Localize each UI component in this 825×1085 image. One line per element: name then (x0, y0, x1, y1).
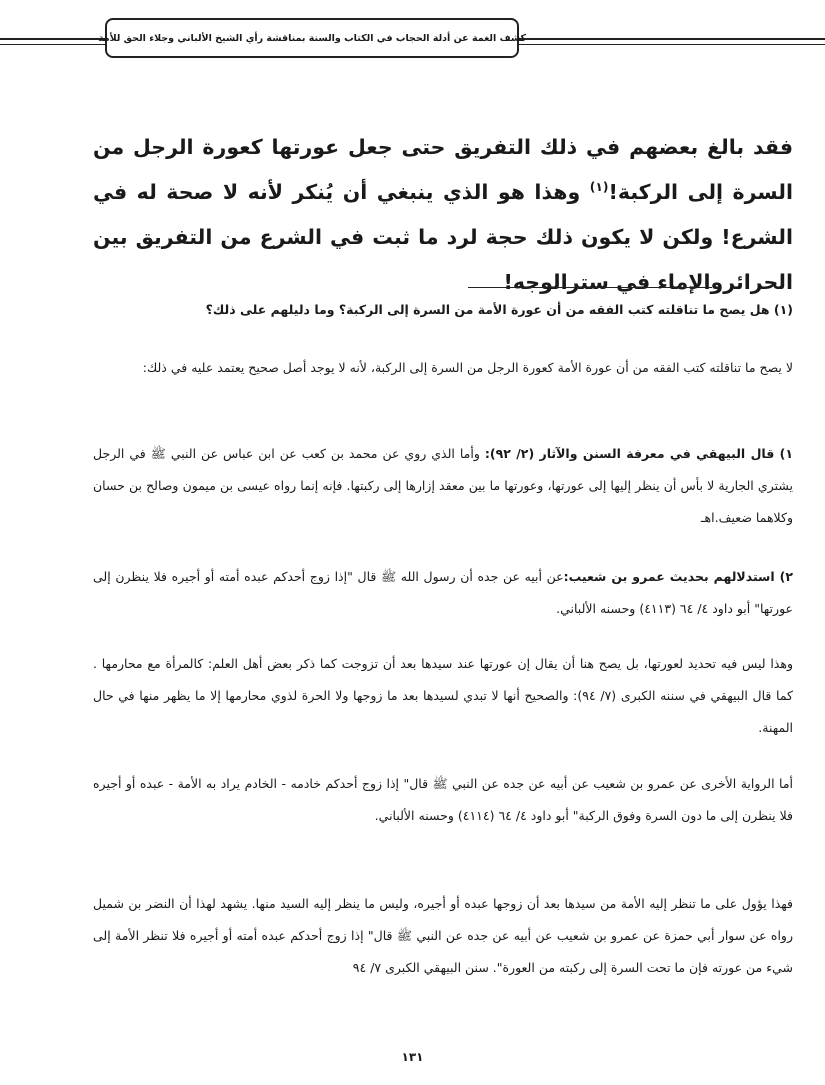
footnote-point-2 (93, 561, 793, 625)
main-text-part-b: وهذا هو الذي ينبغي أن يُنكر لأنه لا صحة له في الشرع! ولكن لا يكون ذلك حجة لرد ما ثبت في الشرع من التفريق بين الحرائروالإماء في سترالوجه! (93, 180, 793, 294)
point-1-heading: ١) قال البيهقي في معرفة السنن والآثار (٢/ ٩٢): (484, 446, 794, 461)
main-paragraph (93, 125, 793, 305)
point-1-text: وأما الذي روي عن محمد بن كعب عن ابن عباس عن النبي ﷺ في الرجل يشتري الجارية لا بأس أن ينظر إليها إلى عورتها، وعورتها ما بين معقد إزارها إلى ركبتها. فإنه إنما رواه عيسى بن ميمون وصالح بن حسان وكلاهما ضعيف.اهـ (93, 446, 793, 525)
footnote-point-2-paragraph (93, 561, 793, 625)
running-header-title: كشف الغمة عن أدلة الحجاب في الكتاب والسنة بمناقشة رأي الشيخ الألباني وجلاء الحق للأمة (97, 32, 527, 44)
footnote-point-1-paragraph (93, 438, 793, 534)
page-number: ١٣١ (401, 1050, 424, 1064)
paragraph-5-text: فهذا يؤول على ما تنظر إليه الأمة من سيدها بعد أن زوجها عبده أو أجيره، وليس ما ينظر إليه السيد منها. يشهد لهذا أن النضر بن شميل رواه عن سوار أبي حمزة عن عمرو بن شعيب عن أبيه عن جده عن النبي ﷺ قال" إذا زوج أحدكم عبده أمته أو أجيره فلا تنظر الأمة إلى شيء من عورته فإن ما تحت السرة إلى ركبته من العورة". سنن البيهقي الكبرى ٧/ ٩٤ (93, 896, 793, 975)
footnote-question-text: (١) هل يصح ما تناقلته كتب الفقه من أن عورة الأمة من السرة إلى الركبة؟ وما دليلهم على ذلك؟ (205, 302, 793, 317)
footnote-paragraph-3 (93, 648, 793, 744)
footnote-separator (468, 287, 712, 288)
running-header (97, 18, 527, 58)
footnote-paragraph-5 (93, 888, 793, 984)
footnote-reference[interactable]: (١) (589, 180, 609, 195)
point-2-heading: ٢) استدلالهم بحديث عمرو بن شعيب: (563, 569, 793, 584)
main-text (93, 125, 793, 305)
footnote-paragraph-4 (93, 768, 793, 832)
footnote-question (93, 294, 793, 326)
point-2-text: عن أبيه عن جده أن رسول الله ﷺ قال "إذا زوج أحدكم عبده أمته أو أجيره فلا ينظرن إلى عورتها" أبو داود ٤/ ٦٤ (٤١١٣) وحسنه الألباني. (93, 569, 793, 616)
paragraph-4-text: أما الرواية الأخرى عن عمرو بن شعيب عن أبيه عن جده عن النبي ﷺ قال" إذا زوج أحدكم خادمه - الخادم يراد به الأمة - عبده أو أجيره فلا ينظرن إلى ما دون السرة وفوق الركبة" أبو داود ٤/ ٦٤ (٤١١٤) وحسنه الألباني. (93, 776, 793, 823)
main-text-part-a: فقد بالغ بعضهم في ذلك التفريق حتى جعل عورتها كعورة الرجل من السرة إلى الركبة! (93, 135, 793, 204)
footnote-point-1 (93, 438, 793, 534)
paragraph-3-text: وهذا ليس فيه تحديد لعورتها، بل يصح هنا أن يقال إن عورتها عند سيدها بعد أن تزوجت كما ذكر بعض أهل العلم: كالمرأة مع محارمها . كما قال البيهقي في سننه الكبرى (٧/ ٩٤): والصحيح أنها لا تبدي لسيدها بعد ما زوجها ولا الحرة لذوي محارمها إلا ما يظهر منها في حال المهنة. (93, 656, 793, 735)
footnote-answer-text: لا يصح ما تناقلته كتب الفقه من أن عورة الأمة كعورة الرجل من السرة إلى الركبة، لأنه لا يوجد أصل صحيح يعتمد عليه في ذلك: (142, 360, 793, 375)
footnote-answer (93, 352, 793, 384)
